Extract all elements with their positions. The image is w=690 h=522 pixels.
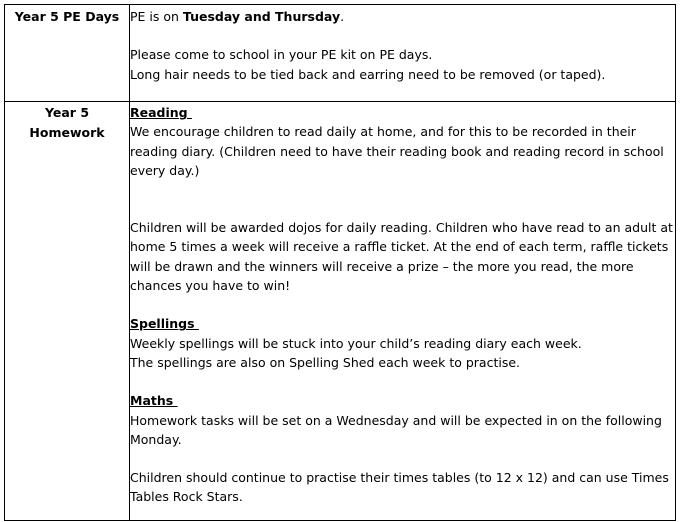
maths-heading: Maths xyxy=(130,393,178,409)
homework-label-line1: Year 5 xyxy=(44,105,90,120)
pe-days-label: Year 5 PE Days xyxy=(14,9,120,24)
spellings-line-1: Weekly spellings will be stuck into your child’s reading diary each week. xyxy=(130,335,582,351)
info-table xyxy=(4,4,676,521)
reading-heading: Reading xyxy=(130,105,192,120)
homework-content-cell xyxy=(130,102,676,521)
reading-paragraph-2: Children will be awarded dojos for daily reading. Children who have read to an adult at home 5 times a week will receive a raffle ticket. At the end of each term, raffle tickets will be drawn and the winners will receive a prize – the more you read, the more chances you have to win! xyxy=(130,220,673,294)
homework-label-cell xyxy=(5,102,130,521)
spellings-line-2: The spellings are also on Spelling Shed each week to practise. xyxy=(130,354,520,370)
pe-kit-instruction: Please come to school in your PE kit on PE days. xyxy=(130,47,433,63)
pe-hair-instruction: Long hair needs to be tied back and earring need to be removed (or taped). xyxy=(130,66,606,82)
pe-days-label-cell xyxy=(5,5,130,102)
maths-paragraph-2: Children should continue to practise their times tables (to 12 x 12) and can use Times Tables Rock Stars. xyxy=(130,470,669,505)
pe-intro-suffix: . xyxy=(340,9,345,24)
homework-label-line2: Homework xyxy=(29,125,105,140)
homework-row xyxy=(5,102,676,521)
pe-days-highlight: Tuesday and Thursday xyxy=(182,9,341,24)
reading-paragraph-1: We encourage children to read daily at home, and for this to be recorded in their reading diary. (Children need to have their reading book and reading record in school every day.) xyxy=(130,124,664,178)
spellings-heading: Spellings xyxy=(130,316,199,332)
pe-days-row xyxy=(5,5,676,102)
pe-days-intro xyxy=(130,7,675,26)
maths-paragraph-1: Homework tasks will be set on a Wednesday and will be expected in on the following Monday. xyxy=(130,412,662,447)
pe-intro-prefix: PE is on xyxy=(130,9,183,24)
pe-days-content-cell xyxy=(130,5,676,102)
